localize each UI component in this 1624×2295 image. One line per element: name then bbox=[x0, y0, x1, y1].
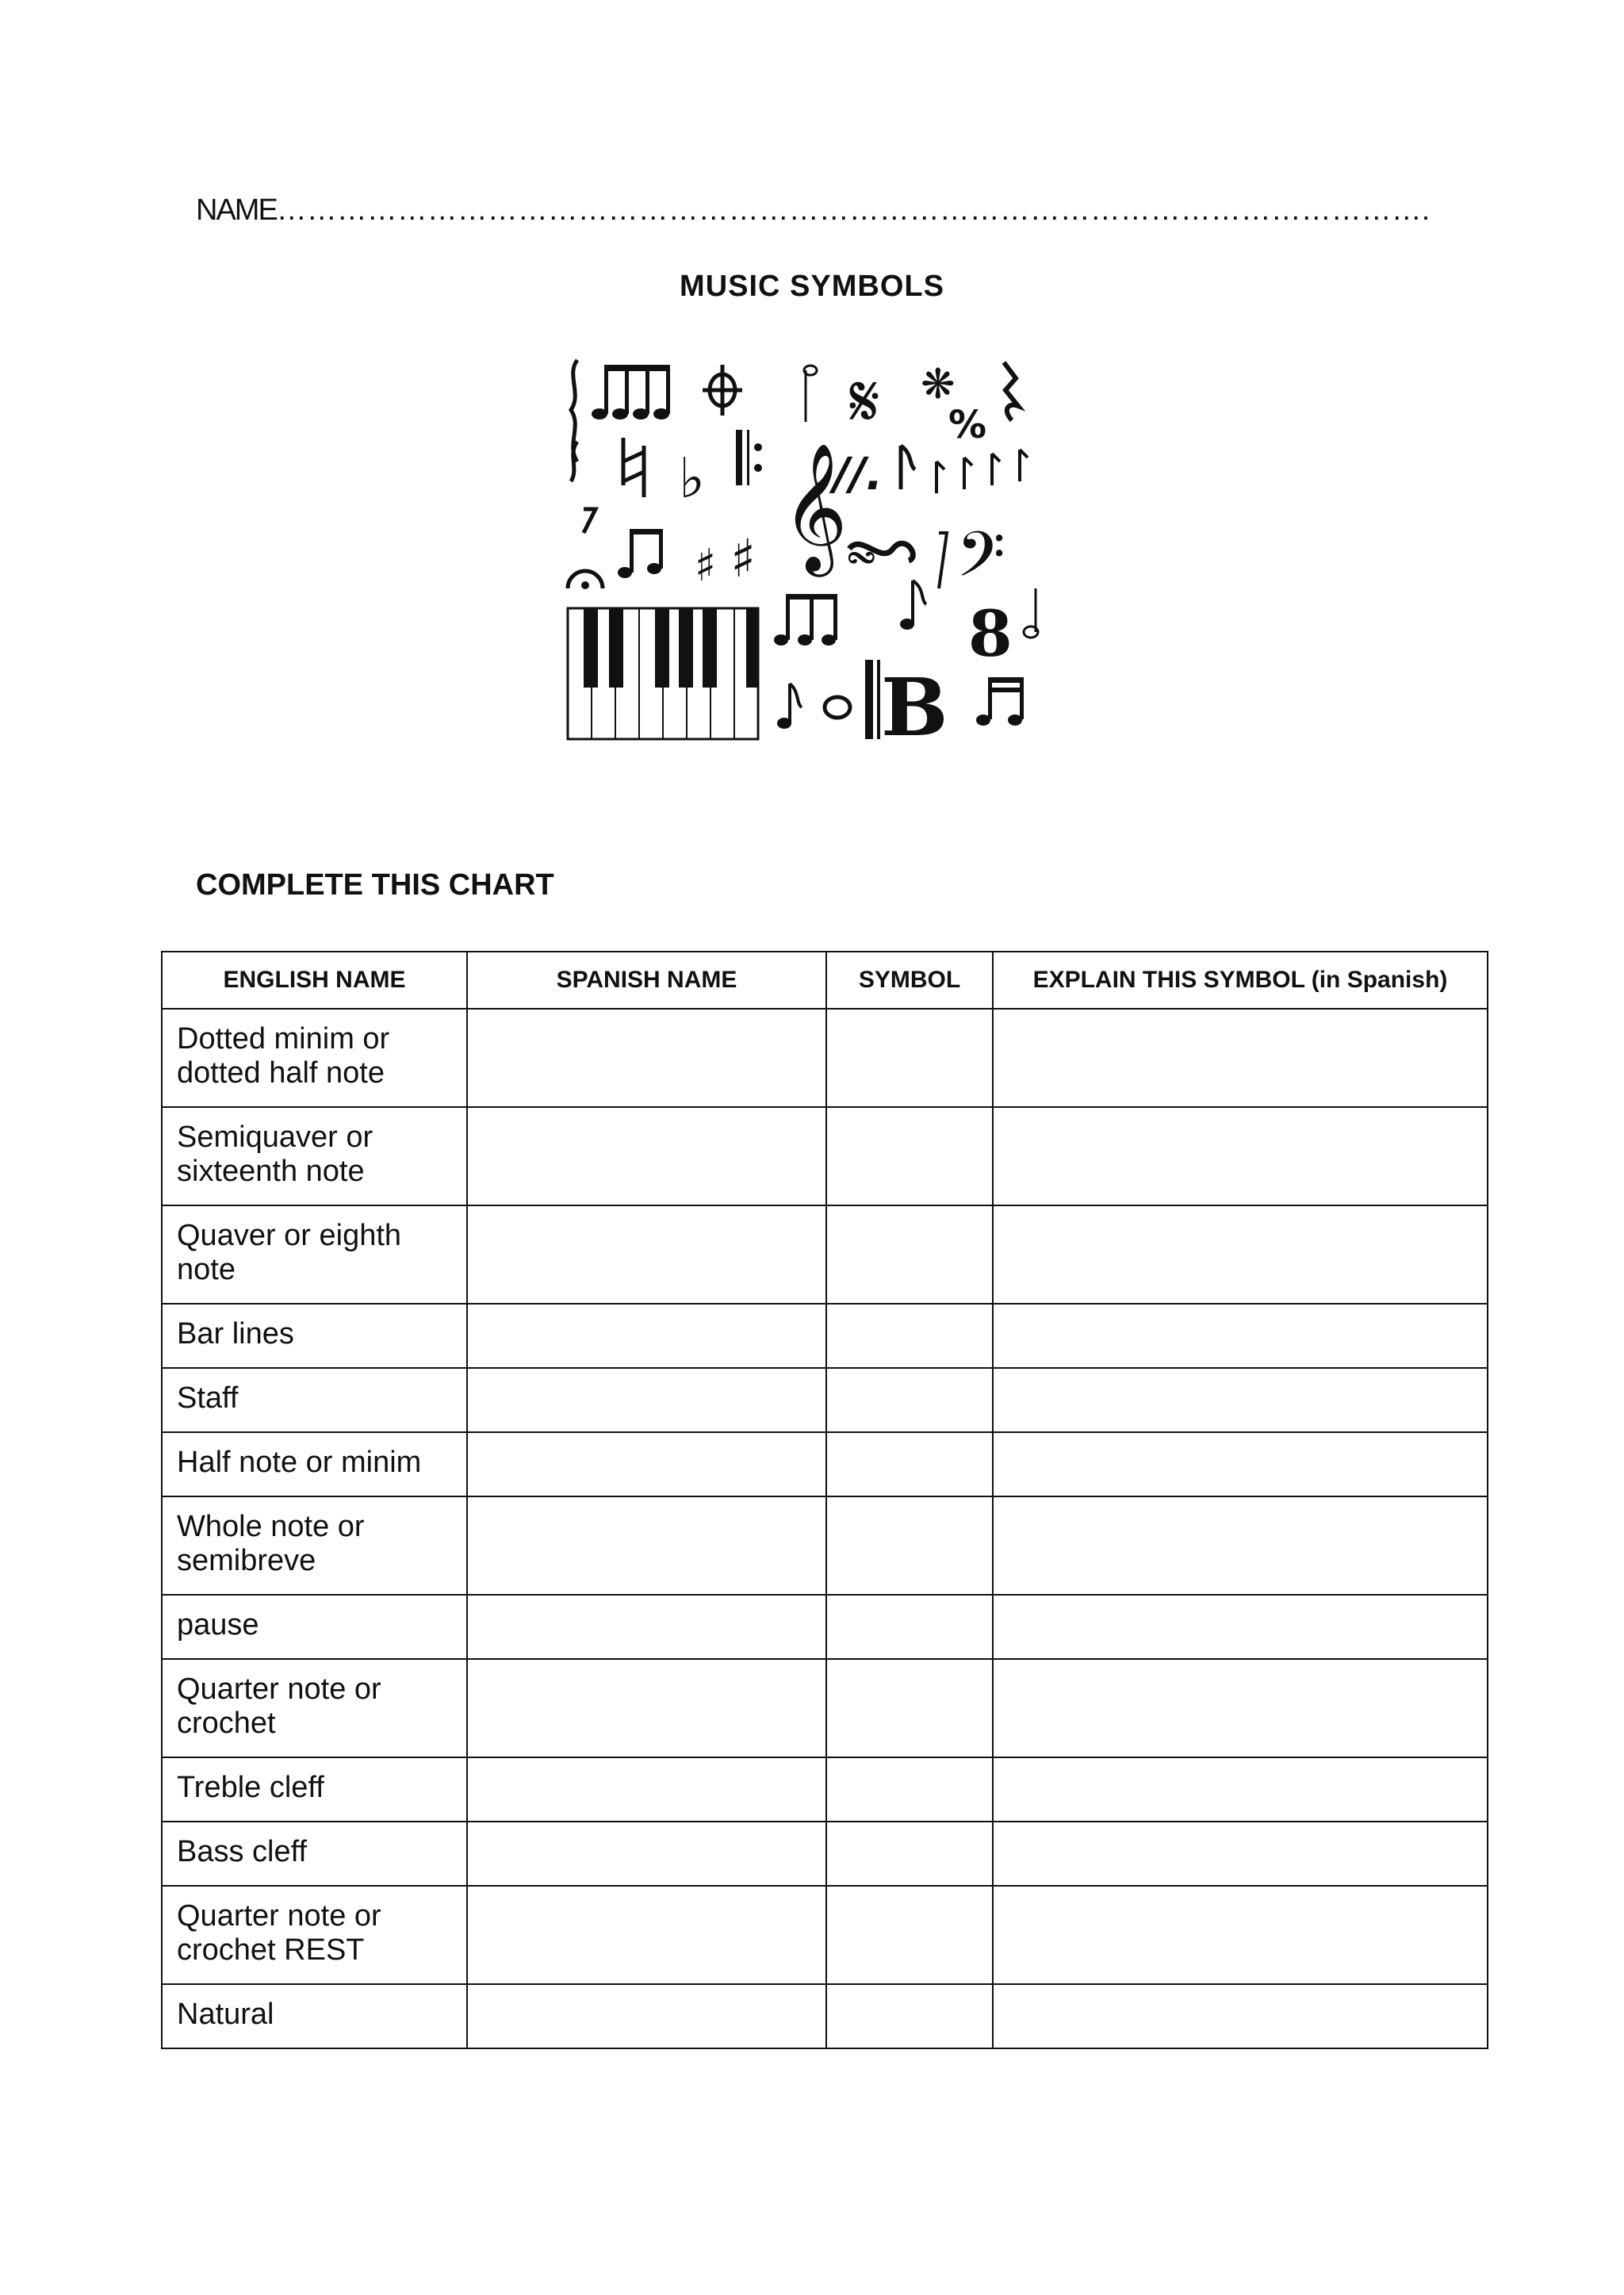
sharp-icon: ♯ bbox=[730, 528, 756, 589]
treble-clef-icon: 𝄞 bbox=[782, 443, 848, 572]
eighth-note-icon bbox=[900, 580, 926, 630]
segno-icon: 𝄋 bbox=[849, 360, 880, 443]
table-row bbox=[162, 1984, 1488, 2048]
english-name-cell: Quarter note or crochet REST bbox=[162, 1886, 467, 1984]
explanation-cell[interactable] bbox=[993, 1595, 1488, 1659]
table-row bbox=[162, 1107, 1488, 1205]
symbol-cell[interactable] bbox=[826, 1304, 993, 1368]
half-note-icon bbox=[804, 366, 817, 422]
eighth-pair-icon bbox=[618, 529, 663, 578]
english-name-cell: Bar lines bbox=[162, 1304, 467, 1368]
spanish-name-cell[interactable] bbox=[467, 1595, 826, 1659]
english-name-cell: pause bbox=[162, 1595, 467, 1659]
symbol-cell[interactable] bbox=[826, 1107, 993, 1205]
svg-text:B: B bbox=[881, 661, 948, 747]
english-name-cell: Bass cleff bbox=[162, 1822, 467, 1886]
spanish-name-cell[interactable] bbox=[467, 1659, 826, 1757]
coda-icon bbox=[703, 365, 742, 416]
svg-text://.: //. bbox=[833, 449, 883, 500]
name-label: NAME bbox=[196, 193, 277, 227]
table-row bbox=[162, 1659, 1488, 1757]
spanish-name-cell[interactable] bbox=[467, 1368, 826, 1432]
whole-note-icon bbox=[825, 697, 850, 718]
table-row bbox=[162, 1432, 1488, 1496]
explanation-cell[interactable] bbox=[993, 1496, 1488, 1595]
triplet-eighths-icon bbox=[774, 594, 837, 646]
symbol-cell[interactable] bbox=[826, 1659, 993, 1757]
explanation-cell[interactable] bbox=[993, 1432, 1488, 1496]
symbol-cell[interactable] bbox=[826, 1009, 993, 1107]
symbol-cell[interactable] bbox=[826, 1822, 993, 1886]
table-row bbox=[162, 1009, 1488, 1107]
chart-header-row bbox=[162, 952, 1488, 1009]
spanish-name-cell[interactable] bbox=[467, 1009, 826, 1107]
column-header-symbol: SYMBOL bbox=[826, 952, 993, 1009]
explanation-cell[interactable] bbox=[993, 1009, 1488, 1107]
table-row bbox=[162, 1304, 1488, 1368]
table-row bbox=[162, 1886, 1488, 1984]
table-row bbox=[162, 1595, 1488, 1659]
spanish-name-cell[interactable] bbox=[467, 1757, 826, 1822]
explanation-cell[interactable] bbox=[993, 1757, 1488, 1822]
explanation-cell[interactable] bbox=[993, 1107, 1488, 1205]
english-name-cell: Dotted minim or dotted half note bbox=[162, 1009, 467, 1107]
measure-repeat-icon: % bbox=[948, 403, 987, 447]
symbol-cell[interactable] bbox=[826, 1205, 993, 1304]
column-header-english: ENGLISH NAME bbox=[162, 952, 467, 1009]
chart-heading: COMPLETE THIS CHART bbox=[196, 868, 554, 902]
spanish-name-cell[interactable] bbox=[467, 1822, 826, 1886]
eighth-notes-icon bbox=[936, 450, 1028, 493]
english-name-cell: Half note or minim bbox=[162, 1432, 467, 1496]
turn-icon: 𝆗 bbox=[847, 520, 876, 581]
explanation-cell[interactable] bbox=[993, 1886, 1488, 1984]
symbol-cell[interactable] bbox=[826, 1496, 993, 1595]
english-name-cell: Treble cleff bbox=[162, 1757, 467, 1822]
english-name-cell: Staff bbox=[162, 1368, 467, 1432]
english-name-cell: Natural bbox=[162, 1984, 467, 2048]
explanation-cell[interactable] bbox=[993, 1984, 1488, 2048]
symbol-cell[interactable] bbox=[826, 1984, 993, 2048]
table-row bbox=[162, 1496, 1488, 1595]
symbol-cell[interactable] bbox=[826, 1757, 993, 1822]
symbols-chart bbox=[161, 951, 1488, 2049]
quarter-rest-icon bbox=[1004, 362, 1018, 420]
explanation-cell[interactable] bbox=[993, 1368, 1488, 1432]
beamed-notes-icon bbox=[592, 365, 670, 420]
bass-clef-icon: 𝄢 bbox=[956, 518, 1005, 607]
column-header-spanish: SPANISH NAME bbox=[467, 952, 826, 1009]
symbol-cell[interactable] bbox=[826, 1886, 993, 1984]
sixteenth-notes-icon bbox=[976, 677, 1024, 726]
column-header-explain: EXPLAIN THIS SYMBOL (in Spanish) bbox=[993, 952, 1488, 1009]
english-name-cell: Semiquaver or sixteenth note bbox=[162, 1107, 467, 1205]
table-row bbox=[162, 1757, 1488, 1822]
music-symbols-collage bbox=[560, 351, 1067, 747]
symbol-cell[interactable] bbox=[826, 1432, 993, 1496]
table-row bbox=[162, 1368, 1488, 1432]
spanish-name-cell[interactable] bbox=[467, 1304, 826, 1368]
name-field[interactable] bbox=[196, 193, 1430, 228]
piano-keyboard-icon bbox=[568, 608, 758, 739]
explanation-cell[interactable] bbox=[993, 1304, 1488, 1368]
svg-text:♯: ♯ bbox=[695, 540, 717, 592]
spanish-name-cell[interactable] bbox=[467, 1984, 826, 2048]
english-name-cell: Whole note or semibreve bbox=[162, 1496, 467, 1595]
spanish-name-cell[interactable] bbox=[467, 1205, 826, 1304]
spanish-name-cell[interactable] bbox=[467, 1886, 826, 1984]
page-title: MUSIC SYMBOLS bbox=[680, 270, 944, 303]
spanish-name-cell[interactable] bbox=[467, 1107, 826, 1205]
english-name-cell: Quaver or eighth note bbox=[162, 1205, 467, 1304]
explanation-cell[interactable] bbox=[993, 1822, 1488, 1886]
table-row bbox=[162, 1822, 1488, 1886]
symbol-cell[interactable] bbox=[826, 1368, 993, 1432]
alto-clef-icon bbox=[865, 660, 880, 739]
pedal-release-icon: ❋ bbox=[921, 361, 956, 408]
english-name-cell: Quarter note or crochet bbox=[162, 1659, 467, 1757]
flat-icon: ♭ bbox=[679, 446, 706, 511]
fermata-icon bbox=[568, 571, 603, 589]
repeat-sign-icon bbox=[736, 430, 762, 485]
natural-icon bbox=[623, 438, 644, 497]
eight-icon: 8 bbox=[968, 596, 1013, 671]
symbol-cell[interactable] bbox=[826, 1595, 993, 1659]
table-row bbox=[162, 1205, 1488, 1304]
name-dotted-line: ……………………………………………………………………………………………………. bbox=[276, 193, 1431, 227]
explanation-cell[interactable] bbox=[993, 1205, 1488, 1304]
spanish-name-cell[interactable] bbox=[467, 1432, 826, 1496]
explanation-cell[interactable] bbox=[993, 1659, 1488, 1757]
spanish-name-cell[interactable] bbox=[467, 1496, 826, 1595]
